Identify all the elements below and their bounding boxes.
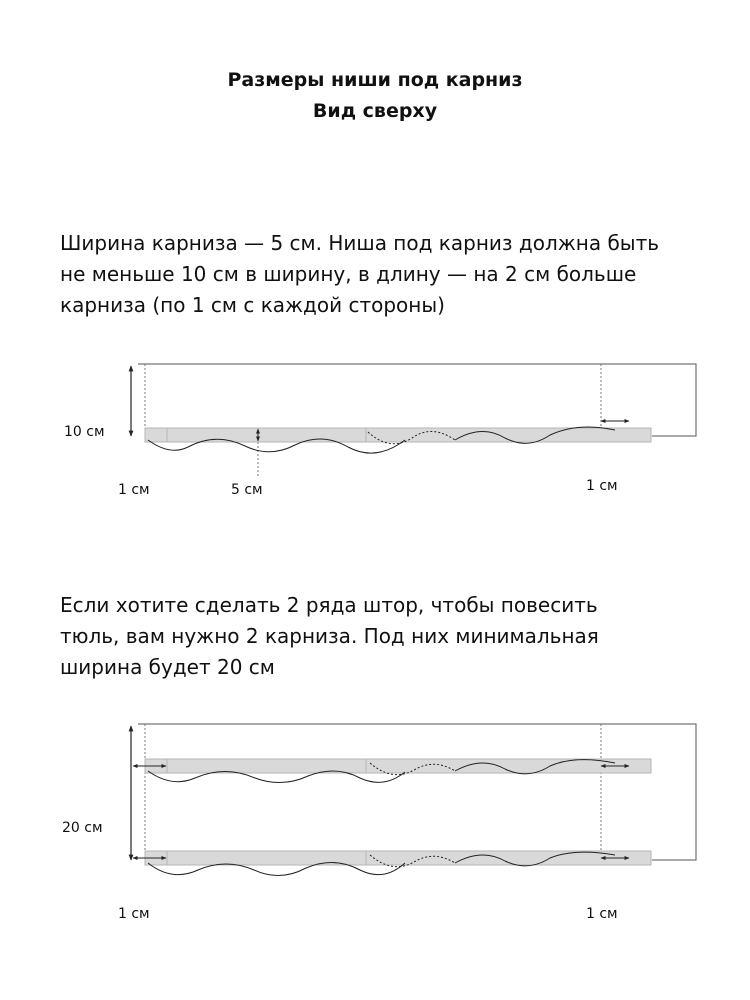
- page-title: Размеры ниши под карниз: [227, 69, 523, 91]
- right-gap-label-2: 1 см: [586, 906, 618, 922]
- curtain-rail-lower: [145, 851, 651, 865]
- niche-width-label-10cm: 10 см: [64, 424, 105, 440]
- curtain-rail-upper: [145, 759, 651, 773]
- section1-text-line: карниза (по 1 см с каждой стороны): [60, 293, 445, 317]
- section1-text-line: не меньше 10 см в ширину, в длину — на 2 см больше: [60, 262, 637, 286]
- niche-outline-2: [138, 724, 696, 860]
- section2-text-line: тюль, вам нужно 2 карниза. Под них минимальная: [60, 624, 599, 648]
- left-gap-label: 1 см: [118, 482, 150, 498]
- rail-width-label: 5 см: [231, 482, 263, 498]
- section1-text-line: Ширина карниза — 5 см. Ниша под карниз должна быть: [60, 231, 660, 255]
- page-subtitle: Вид сверху: [312, 100, 438, 122]
- niche-outline: [138, 364, 696, 436]
- niche-width-label-20cm: 20 см: [62, 820, 103, 836]
- curtain-rail: [145, 428, 651, 442]
- section2-text-line: Если хотите сделать 2 ряда штор, чтобы повесить: [60, 593, 598, 617]
- diagram-single-rail: [131, 364, 696, 478]
- right-gap-label: 1 см: [586, 478, 618, 494]
- left-gap-label-2: 1 см: [118, 906, 150, 922]
- diagram-double-rail: [131, 724, 696, 876]
- section2-text-line: ширина будет 20 см: [60, 655, 275, 679]
